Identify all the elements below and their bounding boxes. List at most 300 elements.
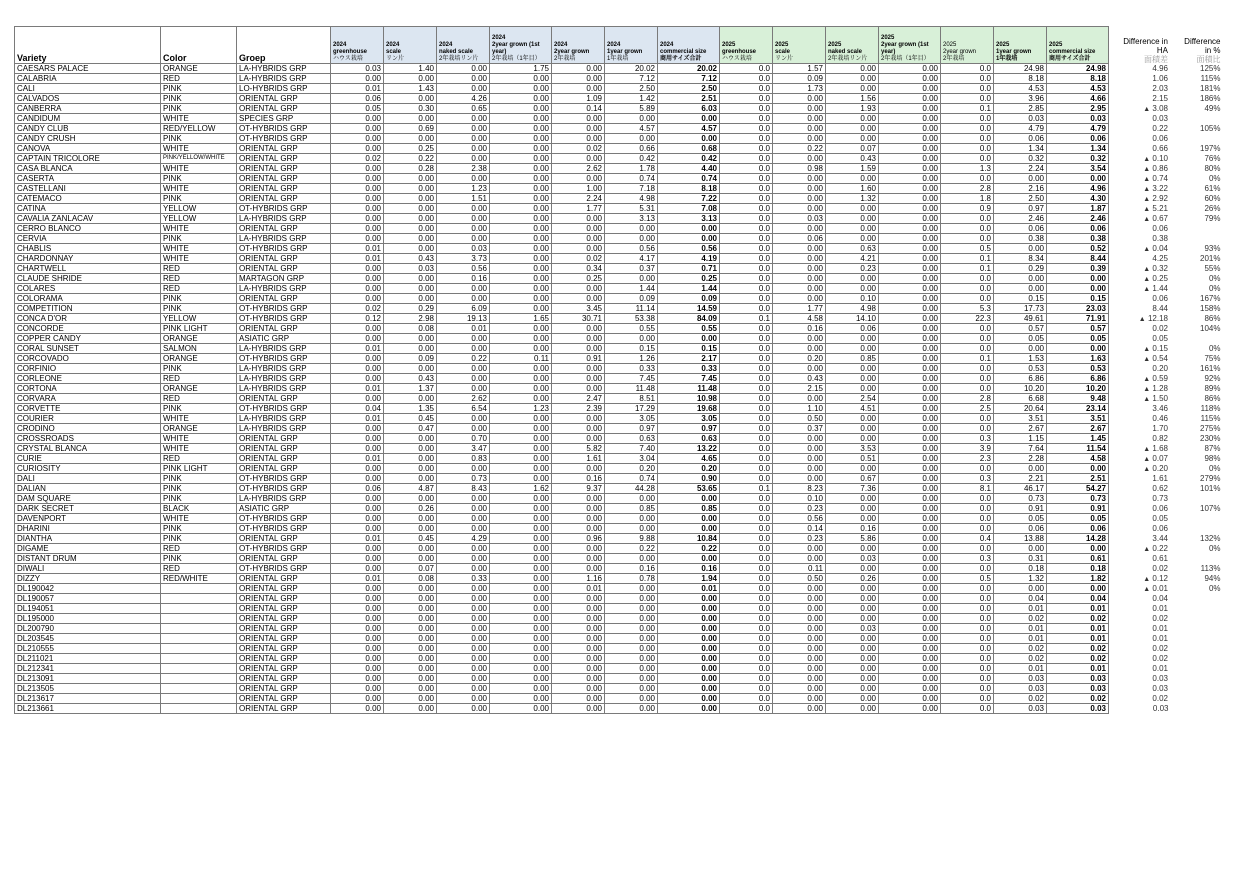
value-cell: 0.0 bbox=[941, 524, 994, 534]
value-cell: 0.00 bbox=[552, 554, 605, 564]
value-cell: 0.00 bbox=[605, 664, 658, 674]
value-cell: 0.00 bbox=[331, 514, 384, 524]
value-cell: 0.00 bbox=[826, 114, 879, 124]
value-cell: 0.00 bbox=[331, 584, 384, 594]
value-cell: 0.00 bbox=[605, 494, 658, 504]
value-cell: 0.00 bbox=[437, 524, 490, 534]
decrease-triangle-icon: ▲ bbox=[1143, 355, 1151, 363]
value-cell: 0.00 bbox=[658, 334, 720, 344]
value-cell: 0.26 bbox=[384, 504, 437, 514]
value-cell: 0.02 bbox=[331, 304, 384, 314]
diff-ha-value: 4.96 bbox=[1152, 63, 1168, 73]
color-cell: WHITE bbox=[161, 144, 237, 154]
diff-ha-cell bbox=[1109, 624, 1171, 634]
table-row bbox=[15, 334, 1223, 344]
diff-ha-cell bbox=[1109, 664, 1171, 674]
variety-cell: DL190042 bbox=[15, 584, 161, 594]
diff-pct-cell: 0% bbox=[1208, 174, 1221, 183]
value-cell: 0.00 bbox=[331, 594, 384, 604]
value-cell: 0.73 bbox=[1047, 494, 1109, 504]
variety-cell: DL203545 bbox=[15, 634, 161, 644]
diff-ha-cell bbox=[1109, 94, 1171, 104]
value-cell: 0.0 bbox=[720, 464, 773, 474]
value-cell: 0.00 bbox=[1047, 544, 1109, 554]
value-cell: 0.02 bbox=[552, 254, 605, 264]
value-cell: 0.00 bbox=[826, 504, 879, 514]
color-cell: BLACK bbox=[161, 504, 237, 514]
variety-cell: CASA BLANCA bbox=[15, 164, 161, 174]
value-cell: 0.0 bbox=[941, 654, 994, 664]
diff-ha-cell bbox=[1109, 584, 1171, 594]
value-cell: 0.00 bbox=[658, 554, 720, 564]
value-cell: 0.00 bbox=[490, 374, 552, 384]
color-cell: RED bbox=[161, 264, 237, 274]
value-cell: 20.64 bbox=[994, 404, 1047, 414]
value-cell: 1.44 bbox=[605, 284, 658, 294]
value-cell: 0.00 bbox=[605, 114, 658, 124]
table-row bbox=[15, 444, 1223, 454]
table-row bbox=[15, 704, 1223, 714]
value-cell: 0.00 bbox=[384, 514, 437, 524]
value-cell: 2.50 bbox=[605, 84, 658, 94]
value-cell: 13.88 bbox=[994, 534, 1047, 544]
value-cell: 0.63 bbox=[826, 244, 879, 254]
color-cell: RED bbox=[161, 544, 237, 554]
variety-cell: CURIE bbox=[15, 454, 161, 464]
value-cell: 0.00 bbox=[331, 694, 384, 704]
diff-ha-value: 0.06 bbox=[1152, 133, 1168, 143]
table-row bbox=[15, 204, 1223, 214]
value-cell: 0.0 bbox=[720, 614, 773, 624]
group-cell: ORIENTAL GRP bbox=[237, 594, 331, 604]
value-cell: 3.05 bbox=[605, 414, 658, 424]
value-cell: 0.00 bbox=[331, 494, 384, 504]
value-cell: 0.09 bbox=[773, 74, 826, 84]
value-cell: 0.0 bbox=[720, 164, 773, 174]
value-cell: 0.00 bbox=[773, 584, 826, 594]
value-cell: 4.87 bbox=[384, 484, 437, 494]
value-cell: 10.20 bbox=[1047, 384, 1109, 394]
value-cell: 4.40 bbox=[658, 164, 720, 174]
value-cell: 0.00 bbox=[331, 204, 384, 214]
value-cell: 0.00 bbox=[437, 374, 490, 384]
color-cell bbox=[161, 644, 237, 654]
diff-pct-cell: 201% bbox=[1200, 254, 1221, 263]
value-cell: 0.06 bbox=[1047, 224, 1109, 234]
value-cell: 0.00 bbox=[879, 704, 941, 714]
table-row bbox=[15, 414, 1223, 424]
table-row bbox=[15, 154, 1223, 164]
diff-ha-value: 3.44 bbox=[1152, 533, 1168, 543]
diff-ha-cell bbox=[1109, 144, 1171, 154]
diff-ha-value: 0.12 bbox=[1152, 573, 1168, 583]
value-cell: 3.45 bbox=[552, 304, 605, 314]
diff-ha-cell bbox=[1109, 244, 1171, 254]
value-cell: 0.18 bbox=[1047, 564, 1109, 574]
table-row bbox=[15, 634, 1223, 644]
value-cell: 0.00 bbox=[773, 224, 826, 234]
value-cell: 24.98 bbox=[994, 64, 1047, 74]
variety-cell: CALVADOS bbox=[15, 94, 161, 104]
value-cell: 0.45 bbox=[384, 534, 437, 544]
value-cell: 0.0 bbox=[720, 374, 773, 384]
value-cell: 0.23 bbox=[826, 264, 879, 274]
value-cell: 0.91 bbox=[994, 504, 1047, 514]
value-cell: 0.05 bbox=[331, 104, 384, 114]
header-2025-commercial: 2025 commercial size 商用サイズ合計 bbox=[1047, 27, 1109, 64]
value-cell: 4.66 bbox=[1047, 94, 1109, 104]
value-cell: 3.47 bbox=[437, 444, 490, 454]
value-cell: 1.82 bbox=[1047, 574, 1109, 584]
group-cell: MARTAGON GRP bbox=[237, 274, 331, 284]
value-cell: 0.00 bbox=[437, 114, 490, 124]
diff-ha-value: 0.06 bbox=[1152, 293, 1168, 303]
value-cell: 0.00 bbox=[552, 134, 605, 144]
diff-pct-cell: 75% bbox=[1204, 354, 1221, 363]
value-cell: 0.0 bbox=[941, 634, 994, 644]
value-cell: 0.00 bbox=[879, 664, 941, 674]
diff-pct-cell: 181% bbox=[1200, 84, 1221, 93]
value-cell: 2.39 bbox=[552, 404, 605, 414]
value-cell: 0.00 bbox=[490, 294, 552, 304]
value-cell: 0.00 bbox=[437, 124, 490, 134]
value-cell: 1.09 bbox=[552, 94, 605, 104]
decrease-triangle-icon: ▲ bbox=[1143, 155, 1151, 163]
value-cell: 0.00 bbox=[826, 604, 879, 614]
diff-pct-cell: 101% bbox=[1200, 484, 1221, 493]
diff-ha-cell bbox=[1109, 214, 1171, 224]
value-cell: 0.07 bbox=[826, 144, 879, 154]
value-cell: 0.00 bbox=[552, 614, 605, 624]
value-cell: 0.00 bbox=[490, 564, 552, 574]
color-cell: RED/WHITE bbox=[161, 574, 237, 584]
variety-cell: CHABLIS bbox=[15, 244, 161, 254]
header-2024-greenhouse: 2024 greenhouse ハウス栽培 bbox=[331, 27, 384, 64]
header-2025-naked-scale: 2025 naked scale 2年栽培リン片 bbox=[826, 27, 879, 64]
value-cell: 44.28 bbox=[605, 484, 658, 494]
decrease-triangle-icon: ▲ bbox=[1143, 445, 1151, 453]
value-cell: 1.87 bbox=[1047, 204, 1109, 214]
value-cell: 0.00 bbox=[552, 174, 605, 184]
value-cell: 0.00 bbox=[605, 234, 658, 244]
value-cell: 0.0 bbox=[720, 524, 773, 534]
diff-ha-cell bbox=[1109, 104, 1171, 114]
value-cell: 0.00 bbox=[879, 524, 941, 534]
value-cell: 0.0 bbox=[720, 104, 773, 114]
color-cell: WHITE bbox=[161, 164, 237, 174]
diff-pct-cell bbox=[1171, 644, 1223, 654]
group-cell: LA-HYBRIDS GRP bbox=[237, 74, 331, 84]
value-cell: 0.56 bbox=[658, 244, 720, 254]
diff-pct-cell: 87% bbox=[1204, 444, 1221, 453]
diff-ha-value: 8.44 bbox=[1152, 303, 1168, 313]
value-cell: 0.00 bbox=[879, 234, 941, 244]
diff-ha-value: 0.86 bbox=[1152, 163, 1168, 173]
value-cell: 0.47 bbox=[384, 424, 437, 434]
variety-cell: COLARES bbox=[15, 284, 161, 294]
group-cell: OT-HYBRIDS GRP bbox=[237, 354, 331, 364]
value-cell: 0.69 bbox=[384, 124, 437, 134]
value-cell: 0.00 bbox=[658, 684, 720, 694]
table-row bbox=[15, 354, 1223, 364]
value-cell: 0.00 bbox=[879, 444, 941, 454]
value-cell: 2.38 bbox=[437, 164, 490, 174]
value-cell: 0.14 bbox=[773, 524, 826, 534]
value-cell: 0.9 bbox=[941, 204, 994, 214]
value-cell: 0.00 bbox=[490, 434, 552, 444]
value-cell: 0.00 bbox=[437, 664, 490, 674]
value-cell: 0.00 bbox=[552, 384, 605, 394]
value-cell: 0.00 bbox=[331, 114, 384, 124]
value-cell: 0.03 bbox=[826, 624, 879, 634]
group-cell: ASIATIC GRP bbox=[237, 334, 331, 344]
value-cell: 1.53 bbox=[994, 354, 1047, 364]
value-cell: 0.00 bbox=[826, 284, 879, 294]
diff-ha-value: 0.22 bbox=[1152, 123, 1168, 133]
value-cell: 0.00 bbox=[879, 264, 941, 274]
value-cell: 0.00 bbox=[384, 554, 437, 564]
group-cell: ORIENTAL GRP bbox=[237, 704, 331, 714]
variety-cell: CASERTA bbox=[15, 174, 161, 184]
value-cell: 0.0 bbox=[941, 424, 994, 434]
value-cell: 0.0 bbox=[720, 324, 773, 334]
color-cell: WHITE bbox=[161, 184, 237, 194]
value-cell: 2.62 bbox=[437, 394, 490, 404]
diff-ha-value: 0.32 bbox=[1152, 263, 1168, 273]
value-cell: 1.10 bbox=[773, 404, 826, 414]
diff-pct-cell bbox=[1171, 654, 1223, 664]
value-cell: 0.00 bbox=[384, 344, 437, 354]
diff-ha-cell bbox=[1109, 474, 1171, 484]
table-row bbox=[15, 534, 1223, 544]
value-cell: 0.29 bbox=[384, 304, 437, 314]
value-cell: 0.20 bbox=[773, 354, 826, 364]
value-cell: 0.33 bbox=[605, 364, 658, 374]
value-cell: 0.0 bbox=[720, 334, 773, 344]
value-cell: 0.37 bbox=[773, 424, 826, 434]
value-cell: 4.98 bbox=[826, 304, 879, 314]
value-cell: 0.00 bbox=[879, 184, 941, 194]
variety-cell: COMPETITION bbox=[15, 304, 161, 314]
value-cell: 0.00 bbox=[490, 134, 552, 144]
diff-pct-cell: 86% bbox=[1204, 394, 1221, 403]
value-cell: 0.06 bbox=[994, 524, 1047, 534]
value-cell: 0.06 bbox=[826, 324, 879, 334]
value-cell: 0.00 bbox=[384, 284, 437, 294]
value-cell: 0.00 bbox=[490, 264, 552, 274]
value-cell: 0.00 bbox=[384, 654, 437, 664]
value-cell: 0.0 bbox=[941, 544, 994, 554]
value-cell: 0.00 bbox=[490, 114, 552, 124]
value-cell: 0.00 bbox=[490, 494, 552, 504]
value-cell: 0.00 bbox=[490, 614, 552, 624]
value-cell: 0.00 bbox=[490, 214, 552, 224]
decrease-triangle-icon: ▲ bbox=[1143, 245, 1151, 253]
diff-pct-cell bbox=[1171, 614, 1223, 624]
value-cell: 22.3 bbox=[941, 314, 994, 324]
value-cell: 0.10 bbox=[826, 294, 879, 304]
variety-cell: CERVIA bbox=[15, 234, 161, 244]
value-cell: 0.01 bbox=[331, 534, 384, 544]
value-cell: 2.62 bbox=[552, 164, 605, 174]
value-cell: 0.83 bbox=[437, 454, 490, 464]
value-cell: 0.00 bbox=[490, 654, 552, 664]
table-row bbox=[15, 394, 1223, 404]
value-cell: 0.3 bbox=[941, 434, 994, 444]
value-cell: 0.00 bbox=[490, 694, 552, 704]
table-row bbox=[15, 584, 1223, 594]
value-cell: 0.00 bbox=[437, 624, 490, 634]
value-cell: 0.00 bbox=[1047, 464, 1109, 474]
value-cell: 0.00 bbox=[437, 334, 490, 344]
value-cell: 0.00 bbox=[826, 674, 879, 684]
value-cell: 0.06 bbox=[331, 94, 384, 104]
diff-ha-value: 1.44 bbox=[1152, 283, 1168, 293]
diff-ha-cell bbox=[1109, 694, 1171, 704]
value-cell: 0.00 bbox=[331, 614, 384, 624]
value-cell: 0.57 bbox=[994, 324, 1047, 334]
value-cell: 0.00 bbox=[384, 294, 437, 304]
value-cell: 0.00 bbox=[773, 454, 826, 464]
value-cell: 0.00 bbox=[1047, 344, 1109, 354]
header-2024-2year: 2024 2year grown 2年栽培 bbox=[552, 27, 605, 64]
table-row bbox=[15, 134, 1223, 144]
value-cell: 0.07 bbox=[384, 564, 437, 574]
diff-ha-cell bbox=[1109, 254, 1171, 264]
value-cell: 0.97 bbox=[605, 424, 658, 434]
value-cell: 0.0 bbox=[720, 674, 773, 684]
diff-ha-value: 0.02 bbox=[1152, 563, 1168, 573]
table-row bbox=[15, 434, 1223, 444]
spreadsheet bbox=[14, 26, 1223, 714]
group-cell: ORIENTAL GRP bbox=[237, 534, 331, 544]
diff-ha-cell bbox=[1109, 74, 1171, 84]
diff-ha-cell bbox=[1109, 334, 1171, 344]
decrease-triangle-icon: ▲ bbox=[1143, 185, 1151, 193]
value-cell: 0.00 bbox=[437, 344, 490, 354]
value-cell: 0.00 bbox=[490, 684, 552, 694]
value-cell: 0.96 bbox=[552, 534, 605, 544]
value-cell: 0.00 bbox=[437, 584, 490, 594]
value-cell: 0.03 bbox=[1047, 704, 1109, 714]
value-cell: 7.45 bbox=[605, 374, 658, 384]
diff-ha-value: 3.46 bbox=[1152, 403, 1168, 413]
value-cell: 0.0 bbox=[941, 134, 994, 144]
value-cell: 0.0 bbox=[941, 114, 994, 124]
diff-ha-value: 0.04 bbox=[1152, 593, 1168, 603]
value-cell: 0.00 bbox=[605, 514, 658, 524]
value-cell: 0.00 bbox=[826, 174, 879, 184]
value-cell: 0.00 bbox=[605, 704, 658, 714]
value-cell: 0.50 bbox=[773, 414, 826, 424]
diff-ha-cell bbox=[1109, 114, 1171, 124]
value-cell: 0.0 bbox=[720, 294, 773, 304]
value-cell: 4.65 bbox=[658, 454, 720, 464]
value-cell: 2.85 bbox=[994, 104, 1047, 114]
diff-pct-cell bbox=[1171, 114, 1223, 124]
value-cell: 1.3 bbox=[941, 164, 994, 174]
diff-pct-cell bbox=[1171, 604, 1223, 614]
value-cell: 0.90 bbox=[658, 474, 720, 484]
diff-pct-cell: 113% bbox=[1200, 564, 1221, 573]
value-cell: 0.00 bbox=[384, 94, 437, 104]
table-row bbox=[15, 104, 1223, 114]
variety-table bbox=[14, 26, 1223, 714]
value-cell: 2.46 bbox=[994, 214, 1047, 224]
diff-ha-cell bbox=[1109, 294, 1171, 304]
value-cell: 0.00 bbox=[384, 494, 437, 504]
color-cell: PINK LIGHT bbox=[161, 464, 237, 474]
value-cell: 0.00 bbox=[605, 554, 658, 564]
value-cell: 0.00 bbox=[879, 684, 941, 694]
value-cell: 0.25 bbox=[658, 274, 720, 284]
value-cell: 0.00 bbox=[552, 284, 605, 294]
value-cell: 0.00 bbox=[879, 154, 941, 164]
value-cell: 7.12 bbox=[658, 74, 720, 84]
value-cell: 2.16 bbox=[994, 184, 1047, 194]
value-cell: 0.00 bbox=[773, 344, 826, 354]
value-cell: 0.33 bbox=[658, 364, 720, 374]
value-cell: 2.15 bbox=[773, 384, 826, 394]
value-cell: 0.97 bbox=[658, 424, 720, 434]
value-cell: 0.00 bbox=[879, 284, 941, 294]
value-cell: 4.79 bbox=[1047, 124, 1109, 134]
value-cell: 0.0 bbox=[941, 584, 994, 594]
value-cell: 0.00 bbox=[879, 624, 941, 634]
value-cell: 0.0 bbox=[720, 84, 773, 94]
value-cell: 0.0 bbox=[941, 604, 994, 614]
diff-ha-cell bbox=[1109, 644, 1171, 654]
value-cell: 0.0 bbox=[941, 694, 994, 704]
value-cell: 0.00 bbox=[658, 644, 720, 654]
value-cell: 0.0 bbox=[720, 704, 773, 714]
value-cell: 0.00 bbox=[879, 674, 941, 684]
value-cell: 4.19 bbox=[658, 254, 720, 264]
value-cell: 3.13 bbox=[658, 214, 720, 224]
value-cell: 0.0 bbox=[941, 364, 994, 374]
value-cell: 0.00 bbox=[552, 634, 605, 644]
value-cell: 0.5 bbox=[941, 244, 994, 254]
value-cell: 46.17 bbox=[994, 484, 1047, 494]
value-cell: 2.50 bbox=[658, 84, 720, 94]
value-cell: 0.00 bbox=[773, 334, 826, 344]
diff-ha-cell bbox=[1109, 264, 1171, 274]
value-cell: 0.0 bbox=[720, 394, 773, 404]
value-cell: 0.00 bbox=[826, 514, 879, 524]
diff-pct-cell bbox=[1171, 704, 1223, 714]
value-cell: 0.00 bbox=[658, 494, 720, 504]
value-cell: 0.73 bbox=[994, 494, 1047, 504]
value-cell: 0.0 bbox=[941, 64, 994, 74]
color-cell bbox=[161, 624, 237, 634]
group-cell: ORIENTAL GRP bbox=[237, 654, 331, 664]
value-cell: 0.98 bbox=[773, 164, 826, 174]
value-cell: 2.3 bbox=[941, 454, 994, 464]
value-cell: 0.00 bbox=[826, 424, 879, 434]
table-row bbox=[15, 554, 1223, 564]
value-cell: 0.00 bbox=[552, 344, 605, 354]
value-cell: 0.00 bbox=[1047, 284, 1109, 294]
value-cell: 1.45 bbox=[1047, 434, 1109, 444]
value-cell: 0.00 bbox=[437, 554, 490, 564]
value-cell: 2.24 bbox=[994, 164, 1047, 174]
value-cell: 3.54 bbox=[1047, 164, 1109, 174]
value-cell: 0.00 bbox=[331, 684, 384, 694]
value-cell: 0.00 bbox=[490, 284, 552, 294]
variety-cell: CANDY CLUB bbox=[15, 124, 161, 134]
value-cell: 23.03 bbox=[1047, 304, 1109, 314]
variety-cell: COURIER bbox=[15, 414, 161, 424]
